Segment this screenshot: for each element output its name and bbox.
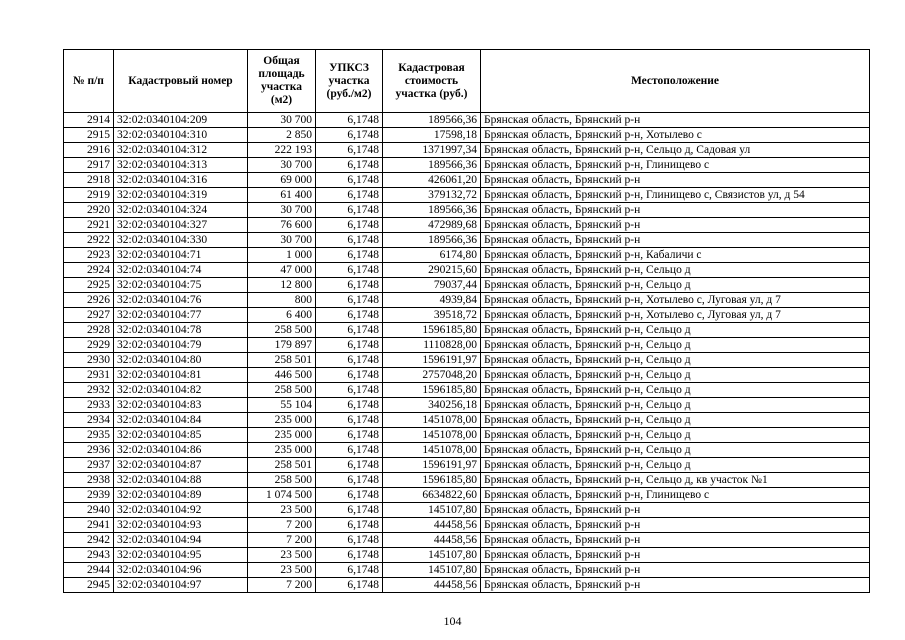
table-row [64,113,870,128]
upksz-cell: 6,1748 [316,308,383,323]
location-cell: Брянская область, Брянский р-н, Сельцо д [481,383,870,398]
location-cell: Брянская область, Брянский р-н, Сельцо д [481,398,870,413]
location-cell: Брянская область, Брянский р-н, Сельцо д [481,263,870,278]
location-cell: Брянская область, Брянский р-н, Сельцо д [481,353,870,368]
value-cell: 145107,80 [383,563,481,578]
cadastral-number-cell: 32:02:0340104:86 [114,443,248,458]
cadastral-number-cell: 32:02:0340104:77 [114,308,248,323]
table-row [64,503,870,518]
table-row [64,413,870,428]
cadastral-number-cell: 32:02:0340104:319 [114,188,248,203]
upksz-cell: 6,1748 [316,173,383,188]
area-cell: 30 700 [248,233,316,248]
value-cell: 4939,84 [383,293,481,308]
upksz-cell: 6,1748 [316,128,383,143]
row-number-cell: 2931 [64,368,114,383]
upksz-cell: 6,1748 [316,473,383,488]
table-row [64,458,870,473]
table-row [64,293,870,308]
row-number-cell: 2919 [64,188,114,203]
location-cell: Брянская область, Брянский р-н [481,503,870,518]
table-row [64,323,870,338]
value-cell: 1596185,80 [383,473,481,488]
value-cell: 1596191,97 [383,458,481,473]
area-cell: 23 500 [248,563,316,578]
upksz-cell: 6,1748 [316,368,383,383]
area-cell: 446 500 [248,368,316,383]
cadastral-number-cell: 32:02:0340104:71 [114,248,248,263]
row-number-cell: 2930 [64,353,114,368]
row-number-cell: 2936 [64,443,114,458]
value-cell: 1451078,00 [383,413,481,428]
cadastral-number-cell: 32:02:0340104:87 [114,458,248,473]
upksz-cell: 6,1748 [316,458,383,473]
value-cell: 1451078,00 [383,443,481,458]
row-number-cell: 2929 [64,338,114,353]
area-cell: 55 104 [248,398,316,413]
value-cell: 189566,36 [383,158,481,173]
upksz-cell: 6,1748 [316,533,383,548]
area-cell: 258 501 [248,458,316,473]
row-number-cell: 2916 [64,143,114,158]
upksz-cell: 6,1748 [316,203,383,218]
row-number-cell: 2934 [64,413,114,428]
cadastral-number-cell: 32:02:0340104:85 [114,428,248,443]
area-cell: 30 700 [248,158,316,173]
table-row [64,428,870,443]
value-cell: 17598,18 [383,128,481,143]
upksz-cell: 6,1748 [316,518,383,533]
value-cell: 472989,68 [383,218,481,233]
location-cell: Брянская область, Брянский р-н [481,518,870,533]
upksz-cell: 6,1748 [316,563,383,578]
area-cell: 76 600 [248,218,316,233]
cadastral-number-cell: 32:02:0340104:81 [114,368,248,383]
area-cell: 1 074 500 [248,488,316,503]
upksz-cell: 6,1748 [316,158,383,173]
location-cell: Брянская область, Брянский р-н, Сельцо д [481,413,870,428]
location-cell: Брянская область, Брянский р-н [481,533,870,548]
value-cell: 1110828,00 [383,338,481,353]
location-cell: Брянская область, Брянский р-н, Сельцо д, Садовая ул [481,143,870,158]
table-row [64,488,870,503]
table-row [64,218,870,233]
upksz-cell: 6,1748 [316,143,383,158]
table-row [64,443,870,458]
header-area: Общая площадь участка (м2) [248,50,316,113]
row-number-cell: 2922 [64,233,114,248]
location-cell: Брянская область, Брянский р-н, Хотылево с, Луговая ул, д 7 [481,308,870,323]
value-cell: 44458,56 [383,518,481,533]
table-row [64,563,870,578]
row-number-cell: 2924 [64,263,114,278]
value-cell: 189566,36 [383,113,481,128]
area-cell: 235 000 [248,413,316,428]
row-number-cell: 2925 [64,278,114,293]
cadastral-number-cell: 32:02:0340104:97 [114,578,248,593]
location-cell: Брянская область, Брянский р-н [481,233,870,248]
location-cell: Брянская область, Брянский р-н, Глинищево с [481,158,870,173]
area-cell: 7 200 [248,533,316,548]
upksz-cell: 6,1748 [316,323,383,338]
area-cell: 258 500 [248,383,316,398]
area-cell: 258 501 [248,353,316,368]
table-row [64,473,870,488]
cadastral-number-cell: 32:02:0340104:310 [114,128,248,143]
value-cell: 1371997,34 [383,143,481,158]
table-row [64,143,870,158]
location-cell: Брянская область, Брянский р-н [481,578,870,593]
page-number: 104 [443,614,462,628]
row-number-cell: 2941 [64,518,114,533]
table-row [64,353,870,368]
upksz-cell: 6,1748 [316,413,383,428]
upksz-cell: 6,1748 [316,443,383,458]
area-cell: 258 500 [248,323,316,338]
cadastral-number-cell: 32:02:0340104:92 [114,503,248,518]
upksz-cell: 6,1748 [316,278,383,293]
cadastral-number-cell: 32:02:0340104:82 [114,383,248,398]
area-cell: 61 400 [248,188,316,203]
cadastral-number-cell: 32:02:0340104:330 [114,233,248,248]
row-number-cell: 2932 [64,383,114,398]
cadastral-number-cell: 32:02:0340104:327 [114,218,248,233]
cadastral-number-cell: 32:02:0340104:93 [114,518,248,533]
table-header-row [64,50,870,113]
value-cell: 189566,36 [383,203,481,218]
upksz-cell: 6,1748 [316,503,383,518]
value-cell: 340256,18 [383,398,481,413]
cadastral-number-cell: 32:02:0340104:84 [114,413,248,428]
value-cell: 145107,80 [383,503,481,518]
upksz-cell: 6,1748 [316,233,383,248]
upksz-cell: 6,1748 [316,248,383,263]
area-cell: 30 700 [248,113,316,128]
area-cell: 800 [248,293,316,308]
upksz-cell: 6,1748 [316,383,383,398]
location-cell: Брянская область, Брянский р-н, Сельцо д [481,368,870,383]
area-cell: 235 000 [248,443,316,458]
cadastral-number-cell: 32:02:0340104:95 [114,548,248,563]
value-cell: 44458,56 [383,533,481,548]
cadastral-number-cell: 32:02:0340104:79 [114,338,248,353]
cadastral-number-cell: 32:02:0340104:83 [114,398,248,413]
location-cell: Брянская область, Брянский р-н [481,548,870,563]
location-cell: Брянская область, Брянский р-н, Сельцо д [481,443,870,458]
table-row [64,308,870,323]
row-number-cell: 2928 [64,323,114,338]
value-cell: 189566,36 [383,233,481,248]
location-cell: Брянская область, Брянский р-н, Сельцо д [481,278,870,293]
value-cell: 6634822,60 [383,488,481,503]
table-row [64,518,870,533]
upksz-cell: 6,1748 [316,113,383,128]
location-cell: Брянская область, Брянский р-н, Сельцо д [481,323,870,338]
value-cell: 1596185,80 [383,383,481,398]
table-body [64,113,870,593]
row-number-cell: 2942 [64,533,114,548]
location-cell: Брянская область, Брянский р-н [481,563,870,578]
location-cell: Брянская область, Брянский р-н, Хотылево с, Луговая ул, д 7 [481,293,870,308]
location-cell: Брянская область, Брянский р-н, Кабаличи с [481,248,870,263]
cadastral-number-cell: 32:02:0340104:88 [114,473,248,488]
area-cell: 222 193 [248,143,316,158]
location-cell: Брянская область, Брянский р-н, Сельцо д [481,428,870,443]
location-cell: Брянская область, Брянский р-н [481,203,870,218]
area-cell: 12 800 [248,278,316,293]
cadastral-number-cell: 32:02:0340104:313 [114,158,248,173]
value-cell: 379132,72 [383,188,481,203]
upksz-cell: 6,1748 [316,428,383,443]
area-cell: 7 200 [248,518,316,533]
area-cell: 69 000 [248,173,316,188]
upksz-cell: 6,1748 [316,188,383,203]
row-number-cell: 2926 [64,293,114,308]
cadastral-number-cell: 32:02:0340104:209 [114,113,248,128]
value-cell: 1451078,00 [383,428,481,443]
value-cell: 290215,60 [383,263,481,278]
value-cell: 44458,56 [383,578,481,593]
upksz-cell: 6,1748 [316,338,383,353]
upksz-cell: 6,1748 [316,488,383,503]
cadastral-number-cell: 32:02:0340104:75 [114,278,248,293]
row-number-cell: 2917 [64,158,114,173]
area-cell: 47 000 [248,263,316,278]
row-number-cell: 2915 [64,128,114,143]
row-number-cell: 2927 [64,308,114,323]
row-number-cell: 2914 [64,113,114,128]
row-number-cell: 2945 [64,578,114,593]
area-cell: 179 897 [248,338,316,353]
cadastral-number-cell: 32:02:0340104:96 [114,563,248,578]
location-cell: Брянская область, Брянский р-н, Глинищево с, Связистов ул, д 54 [481,188,870,203]
table-row [64,173,870,188]
row-number-cell: 2921 [64,218,114,233]
row-number-cell: 2938 [64,473,114,488]
row-number-cell: 2943 [64,548,114,563]
row-number-cell: 2935 [64,428,114,443]
table-row [64,203,870,218]
location-cell: Брянская область, Брянский р-н [481,173,870,188]
location-cell: Брянская область, Брянский р-н, Сельцо д [481,338,870,353]
area-cell: 23 500 [248,548,316,563]
upksz-cell: 6,1748 [316,218,383,233]
value-cell: 6174,80 [383,248,481,263]
value-cell: 1596191,97 [383,353,481,368]
row-number-cell: 2940 [64,503,114,518]
area-cell: 1 000 [248,248,316,263]
cadastral-number-cell: 32:02:0340104:312 [114,143,248,158]
area-cell: 235 000 [248,428,316,443]
header-row-number: № п/п [64,50,114,113]
table-row [64,548,870,563]
upksz-cell: 6,1748 [316,548,383,563]
table-row [64,248,870,263]
area-cell: 30 700 [248,203,316,218]
header-location: Местоположение [481,50,870,113]
table-row [64,128,870,143]
location-cell: Брянская область, Брянский р-н, Глинищево с [481,488,870,503]
location-cell: Брянская область, Брянский р-н, Сельцо д, кв участок №1 [481,473,870,488]
value-cell: 39518,72 [383,308,481,323]
cadastral-number-cell: 32:02:0340104:76 [114,293,248,308]
header-cadastral-value: Кадастровая стоимость участка (руб.) [383,50,481,113]
upksz-cell: 6,1748 [316,293,383,308]
value-cell: 79037,44 [383,278,481,293]
row-number-cell: 2933 [64,398,114,413]
upksz-cell: 6,1748 [316,578,383,593]
location-cell: Брянская область, Брянский р-н [481,218,870,233]
cadastral-number-cell: 32:02:0340104:89 [114,488,248,503]
cadastral-number-cell: 32:02:0340104:316 [114,173,248,188]
location-cell: Брянская область, Брянский р-н, Сельцо д [481,458,870,473]
table-row [64,383,870,398]
table-row [64,158,870,173]
table-row [64,188,870,203]
value-cell: 2757048,20 [383,368,481,383]
row-number-cell: 2939 [64,488,114,503]
row-number-cell: 2923 [64,248,114,263]
table-row [64,233,870,248]
cadastral-number-cell: 32:02:0340104:94 [114,533,248,548]
table-row [64,398,870,413]
table-row [64,578,870,593]
row-number-cell: 2920 [64,203,114,218]
value-cell: 145107,80 [383,548,481,563]
header-cadastral-number: Кадастровый номер [114,50,248,113]
header-upksz: УПКСЗ участка (руб./м2) [316,50,383,113]
upksz-cell: 6,1748 [316,398,383,413]
row-number-cell: 2937 [64,458,114,473]
area-cell: 23 500 [248,503,316,518]
row-number-cell: 2944 [64,563,114,578]
table-row [64,338,870,353]
table-row [64,263,870,278]
cadastral-number-cell: 32:02:0340104:80 [114,353,248,368]
cadastral-table [63,49,870,593]
location-cell: Брянская область, Брянский р-н, Хотылево с [481,128,870,143]
row-number-cell: 2918 [64,173,114,188]
value-cell: 426061,20 [383,173,481,188]
upksz-cell: 6,1748 [316,353,383,368]
location-cell: Брянская область, Брянский р-н [481,113,870,128]
area-cell: 7 200 [248,578,316,593]
area-cell: 258 500 [248,473,316,488]
cadastral-number-cell: 32:02:0340104:74 [114,263,248,278]
upksz-cell: 6,1748 [316,263,383,278]
table-row [64,278,870,293]
cadastral-number-cell: 32:02:0340104:78 [114,323,248,338]
cadastral-number-cell: 32:02:0340104:324 [114,203,248,218]
value-cell: 1596185,80 [383,323,481,338]
area-cell: 2 850 [248,128,316,143]
table-row [64,368,870,383]
table-row [64,533,870,548]
area-cell: 6 400 [248,308,316,323]
